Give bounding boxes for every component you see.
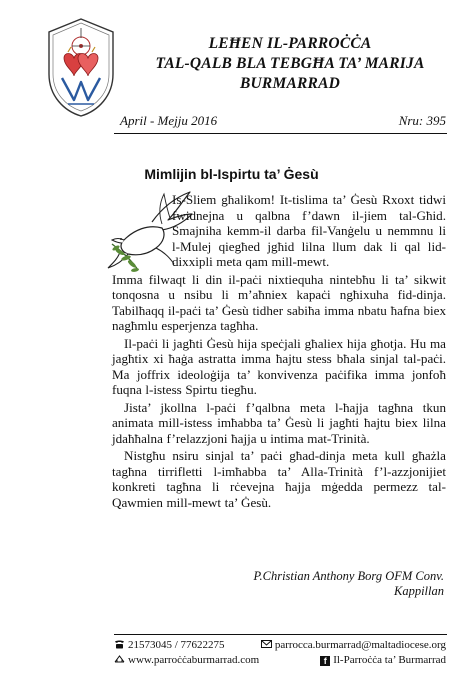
- signature-block: [112, 569, 444, 599]
- sacred-hearts-emblem-icon: [44, 16, 118, 118]
- issue-date: April - Mejju 2016: [120, 113, 218, 128]
- footer-facebook[interactable]: [320, 653, 446, 667]
- article-paragraph-4: Jista’ jkollna l-paċi f’qalbna meta l-ħajja tagħna tkun animata mill-istess imħabba ta’ Ġesù li jagħti ħajtu biex lilna jdaħħalna f’relazzjoni ħajja u intima mat-Trinità.: [112, 399, 446, 446]
- issue-number: Nru: 395: [398, 113, 446, 128]
- footer-email[interactable]: [261, 638, 446, 652]
- article-paragraph-2: Imma filwaqt li din il-paċi nixtiequha nintebħu li ta’ sikwit tonqosna u nsibu li m’aħniex kapaċi ngħixuha fid-dinja. Tabilħaqq il-paċi ta’ Ġesù tidher sabiħa imma nbatu ħafna biex nagħmlu esperjenza tagħha.: [112, 271, 446, 333]
- article-paragraph-5: Nistgħu nsiru sinjal ta’ paċi għad-dinja meta kull għażla tagħna tirrifletti l-imħabba ta’ Alla-Trinità f’l-azzjonijiet konkreti tagħna li rċevejna ħajja mġedda permezz tal-Qawmien mill-mewt ta’ Ġesù.: [112, 448, 446, 510]
- footer-email-text: parrocca.burmarrad@maltadiocese.org: [274, 639, 446, 651]
- article-paragraph-1-text: Is-Sliem għalikom! It-tislima ta’ Ġesù Rxoxt tidwi fwidnejna u qalbna f’dawn il-jiem tal-Għid. Smajniha kemm-il darba fil-Vanġelu u nemmnu li l-Mulej qiegħed jgħid lilna llum dak li qal lid-dixxipli meta qam mill-mewt.: [172, 192, 446, 269]
- email-icon: [261, 639, 272, 649]
- footer: [114, 638, 446, 668]
- facebook-icon: f: [320, 656, 330, 666]
- web-icon: [114, 654, 125, 664]
- article-title: Mimlijin bl-Ispirtu ta’ Ġesù: [144, 166, 319, 182]
- masthead: [140, 34, 440, 94]
- footer-row-1: [114, 638, 446, 653]
- phone-icon: [114, 639, 125, 649]
- signature-role: Kappillan: [393, 584, 444, 598]
- header-divider: [114, 133, 447, 134]
- footer-facebook-text: Il-Parroċċa ta’ Burmarrad: [333, 654, 446, 666]
- footer-website[interactable]: [114, 653, 259, 667]
- footer-row-2: [114, 653, 446, 668]
- article-paragraph-1: [112, 192, 446, 270]
- signature-name: P.Christian Anthony Borg OFM Conv.: [253, 569, 444, 583]
- masthead-line-1: LEĦEN IL-PARROĊĊA: [208, 35, 372, 52]
- footer-phone-text: 21573045 / 77622275: [128, 639, 225, 651]
- article-paragraph-3: Il-paċi li jagħti Ġesù hija speċjali għaliex hija għotja. Hu ma jagħtix xi ħaġa astratta imma ħajtu stess bħala sinjal tal-paċi. Ma joffrix ideoloġija ta’ konvivenza paċifika imma jonfoħ fuqna l-istess Spirtu tiegħu.: [112, 335, 446, 397]
- footer-phone: [114, 638, 225, 652]
- article-body: [112, 192, 446, 512]
- footer-website-text: www.parroċċaburmarrad.com: [128, 654, 260, 666]
- footer-divider: [114, 634, 447, 635]
- masthead-line-2: TAL-QALB BLA TEBGĦA TA’ MARIJA: [155, 55, 425, 72]
- masthead-line-3: BURMARRAD: [240, 75, 340, 92]
